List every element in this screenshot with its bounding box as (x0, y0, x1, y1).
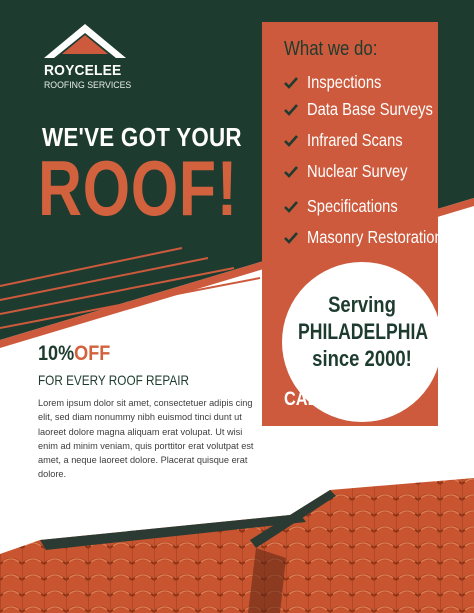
checkmark-icon (284, 135, 298, 147)
service-item (284, 227, 464, 251)
call-us-title: CALL US (284, 389, 355, 410)
checkmark-icon (284, 104, 298, 116)
service-label: Masonry Restoration (307, 227, 443, 247)
checkmark-icon (284, 232, 298, 244)
service-item (284, 196, 464, 220)
roof-tiles-illustration (0, 470, 474, 613)
headline-line-2: ROOF! (38, 144, 238, 232)
brand-tagline: ROOFING SERVICES (44, 80, 132, 91)
offer-body-text: Lorem ipsum dolor sit amet, consectetuer adipis cing elit, sed diam nonummy nibh euismod tinci dunt ut laoreet dolore magna aliquam erat volupat. Ut wisi enim ad minim veniam, quis porttitor erat volutpat est amet, a neque laoreet dolore. Placerat quisque erat dolore. (38, 398, 254, 480)
service-label: Inspections (307, 72, 382, 92)
service-item (284, 161, 464, 185)
brand-name: ROYCELEE (44, 62, 122, 79)
contact-details: +56-123-45678 | roycelee.com (284, 443, 433, 458)
checkmark-icon (284, 77, 298, 89)
service-item (284, 99, 464, 123)
service-label: Nuclear Survey (307, 161, 408, 181)
discount-percent: 10% (38, 342, 75, 365)
badge-line-2: PHILADELPHIA (298, 319, 429, 344)
service-label: Specifications (307, 196, 398, 216)
service-label: Infrared Scans (307, 130, 403, 150)
services-title: What we do: (284, 38, 378, 60)
discount-off-label: OFF (74, 342, 111, 365)
checkmark-icon (284, 166, 298, 178)
roof-right-slope (250, 478, 474, 613)
roof-logo-icon (44, 24, 126, 60)
badge-line-1: Serving (328, 292, 396, 317)
headline-line-1: WE'VE GOT YOUR (42, 122, 242, 152)
discount-offer (38, 342, 110, 366)
service-item (284, 72, 464, 96)
offer-subtitle: FOR EVERY ROOF REPAIR (38, 372, 189, 388)
badge-line-3: since 2000! (312, 346, 412, 371)
service-item (284, 130, 464, 154)
checkmark-icon (284, 201, 298, 213)
service-label: Data Base Surveys (307, 99, 433, 119)
